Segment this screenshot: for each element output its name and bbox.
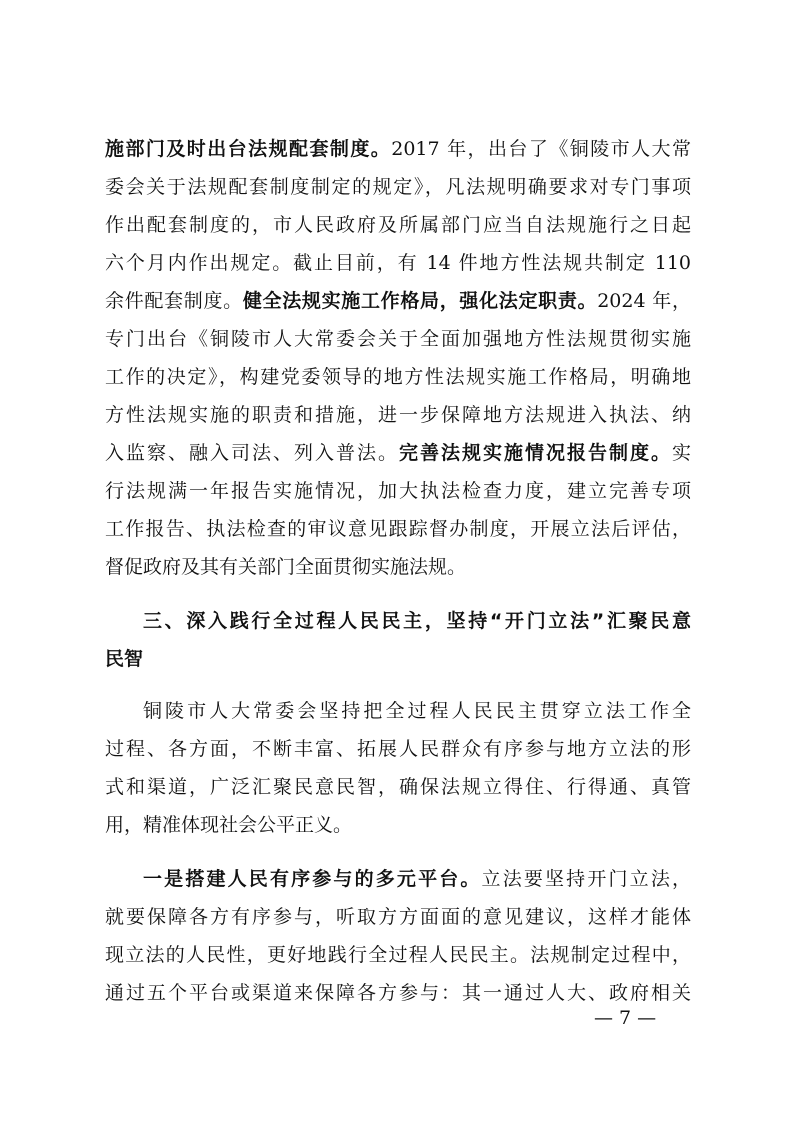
section-heading-continued: 民智 — [105, 648, 144, 670]
text-line: 就要保障各方有序参与，听取方方面面的意见建议，这样才能体 — [105, 906, 691, 928]
text-line: 督促政府及其有关部门全面贯彻实施法规。 — [105, 556, 467, 578]
bold-phrase: 一是搭建人民有序参与的多元平台。 — [143, 868, 482, 890]
bold-phrase: 施部门及时出台法规配套制度。 — [105, 138, 392, 160]
text-line: 方性法规实施的职责和措施，进一步保障地方法规进入执法、纳 — [105, 404, 691, 426]
text-line: 作出配套制度的，市人民政府及所属部门应当自法规施行之日起 — [105, 214, 691, 236]
text-line: 专门出台《铜陵市人大常委会关于全面加强地方性法规贯彻实施 — [105, 328, 691, 350]
text-fragment: 入监察、融入司法、列入普法。 — [105, 442, 399, 464]
text-fragment: 立法要坚持开门立法， — [481, 868, 691, 890]
text-line: 行法规满一年报告实施情况，加大执法检查力度，建立完善专项 — [105, 480, 691, 502]
text-line — [105, 442, 691, 464]
text-fragment: 实 — [671, 442, 691, 464]
text-line: 铜陵市人大常委会坚持把全过程人民民主贯穿立法工作全 — [143, 700, 691, 722]
text-fragment: 2024 年， — [597, 290, 691, 312]
text-fragment: 2017 年，出台了《铜陵市人大常 — [391, 138, 691, 160]
section-heading: 三、深入践行全过程人民民主，坚持“开门立法”汇聚民意 — [143, 610, 691, 632]
text-fragment: 余件配套制度。 — [105, 290, 243, 312]
bold-phrase: 健全法规实施工作格局，强化法定职责。 — [242, 290, 598, 312]
text-line: 通过五个平台或渠道来保障各方参与：其一通过人大、政府相关 — [105, 982, 691, 1004]
bold-phrase: 完善法规实施情况报告制度。 — [398, 442, 672, 464]
text-line: 工作报告、执法检查的审议意见跟踪督办制度，开展立法后评估， — [105, 518, 691, 540]
text-line: 委会关于法规配套制度制定的规定》，凡法规明确要求对专门事项 — [105, 176, 691, 198]
text-line — [105, 290, 691, 312]
text-line: 六个月内作出规定。截止目前，有 14 件地方性法规共制定 110 — [105, 252, 691, 274]
text-line: 用，精准体现社会公平正义。 — [105, 814, 353, 836]
text-line: 过程、各方面，不断丰富、拓展人民群众有序参与地方立法的形 — [105, 738, 691, 760]
text-line: 现立法的人民性，更好地践行全过程人民民主。法规制定过程中， — [105, 944, 691, 966]
text-line: 式和渠道，广泛汇聚民意民智，确保法规立得住、行得通、真管 — [105, 776, 691, 798]
text-line — [105, 138, 691, 160]
text-line — [143, 868, 691, 890]
page-number: — 7 — — [594, 1007, 657, 1029]
text-line: 工作的决定》，构建党委领导的地方性法规实施工作格局，明确地 — [105, 366, 691, 388]
